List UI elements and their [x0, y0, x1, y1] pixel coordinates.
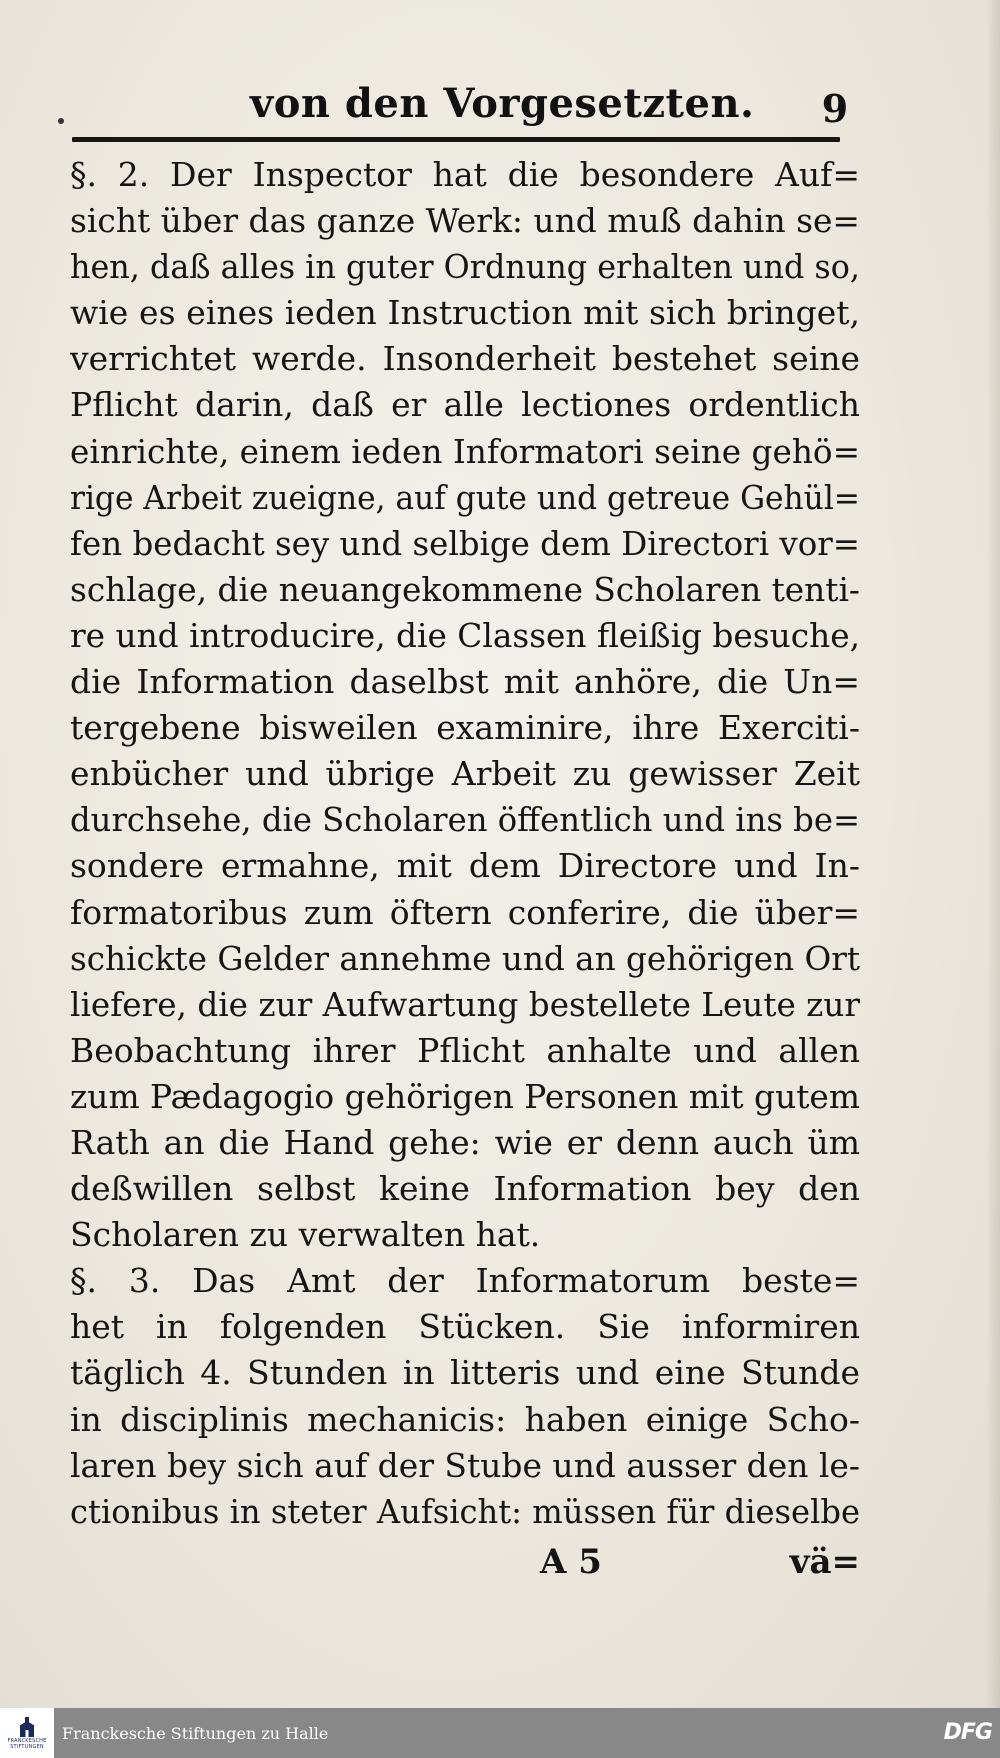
- text-line: rige Arbeit zueigne, auf gute und getreue Gehül=: [70, 477, 860, 517]
- text-line: tergebene bisweilen examinire, ihre Exerciti-: [70, 708, 860, 748]
- orphanage-building-icon: [16, 1716, 38, 1738]
- text-line: Beobachtung ihrer Pflicht anhalte und allen: [70, 1030, 860, 1070]
- text-line: einrichte, einem ieden Informatori seine gehö=: [70, 431, 860, 471]
- body-text: [70, 152, 860, 1535]
- text-line: schickte Gelder annehme und an gehörigen Ort: [70, 938, 860, 978]
- text-line: Scholaren zu verwalten hat.: [70, 1215, 541, 1255]
- text-line: hen, daß alles in guter Ordnung erhalten und so,: [70, 247, 860, 287]
- text-line: wie es eines ieden Instruction mit sich bringet,: [70, 293, 860, 333]
- logo-text-line2: STIFTUNGEN: [10, 1744, 44, 1750]
- text-line: in disciplinis mechanicis: haben einige Scho-: [70, 1399, 860, 1439]
- text-line: die Information daselbst mit anhöre, die Un=: [70, 662, 860, 702]
- running-head: von den Vorgesetzten.: [250, 80, 755, 127]
- signature-mark: A 5: [540, 1542, 602, 1582]
- text-line: fen bedacht sey und selbige dem Directori vor=: [70, 523, 860, 563]
- text-line: het in folgenden Stücken. Sie informiren: [70, 1307, 860, 1347]
- text-line: Pflicht darin, daß er alle lectiones ordentlich: [70, 385, 860, 425]
- text-line: täglich 4. Stunden in litteris und eine Stunde: [70, 1353, 860, 1393]
- text-line: durchsehe, die Scholaren öffentlich und ins be=: [70, 800, 860, 840]
- text-line: ctionibus in steter Aufsicht: müssen für dieselbe: [70, 1491, 860, 1531]
- text-line: formatoribus zum öftern conferire, die über=: [70, 892, 860, 932]
- text-line: Rath an die Hand gehe: wie er denn auch üm: [70, 1122, 860, 1162]
- catchword: vä=: [789, 1542, 860, 1582]
- text-line: sicht über das ganze Werk: und muß dahin se=: [70, 201, 860, 241]
- page-number: 9: [821, 86, 849, 131]
- catchline: [70, 1542, 860, 1586]
- text-line: enbücher und übrige Arbeit zu gewisser Zeit: [70, 754, 860, 794]
- text-line: liefere, die zur Aufwartung bestellete Leute zur: [70, 984, 860, 1024]
- text-line: re und introducire, die Classen fleißig besuche,: [70, 615, 860, 655]
- logo-text-line1: FRANCKESCHE: [7, 1738, 47, 1744]
- dfg-logo[interactable]: DFG: [943, 1720, 992, 1745]
- text-line: schlage, die neuangekommene Scholaren tenti-: [70, 569, 860, 609]
- text-line: verrichtet werde. Insonderheit bestehet seine: [70, 339, 860, 379]
- text-line: sondere ermahne, mit dem Directore und In-: [70, 846, 860, 886]
- organization-name: Franckesche Stiftungen zu Halle: [62, 1723, 329, 1743]
- header-rule: [72, 137, 840, 142]
- viewer-footer-bar: [0, 1708, 1000, 1758]
- text-line: §. 3. Das Amt der Informatorum beste=: [70, 1261, 860, 1301]
- ink-speck: [58, 118, 64, 124]
- text-line: zum Pædagogio gehörigen Personen mit gutem: [70, 1076, 860, 1116]
- text-line: §. 2. Der Inspector hat die besondere Auf=: [70, 155, 860, 194]
- text-line: laren bey sich auf der Stube und ausser den le-: [70, 1445, 860, 1485]
- franckesche-stiftungen-logo[interactable]: [0, 1708, 54, 1758]
- text-line: deßwillen selbst keine Information bey den: [70, 1169, 860, 1209]
